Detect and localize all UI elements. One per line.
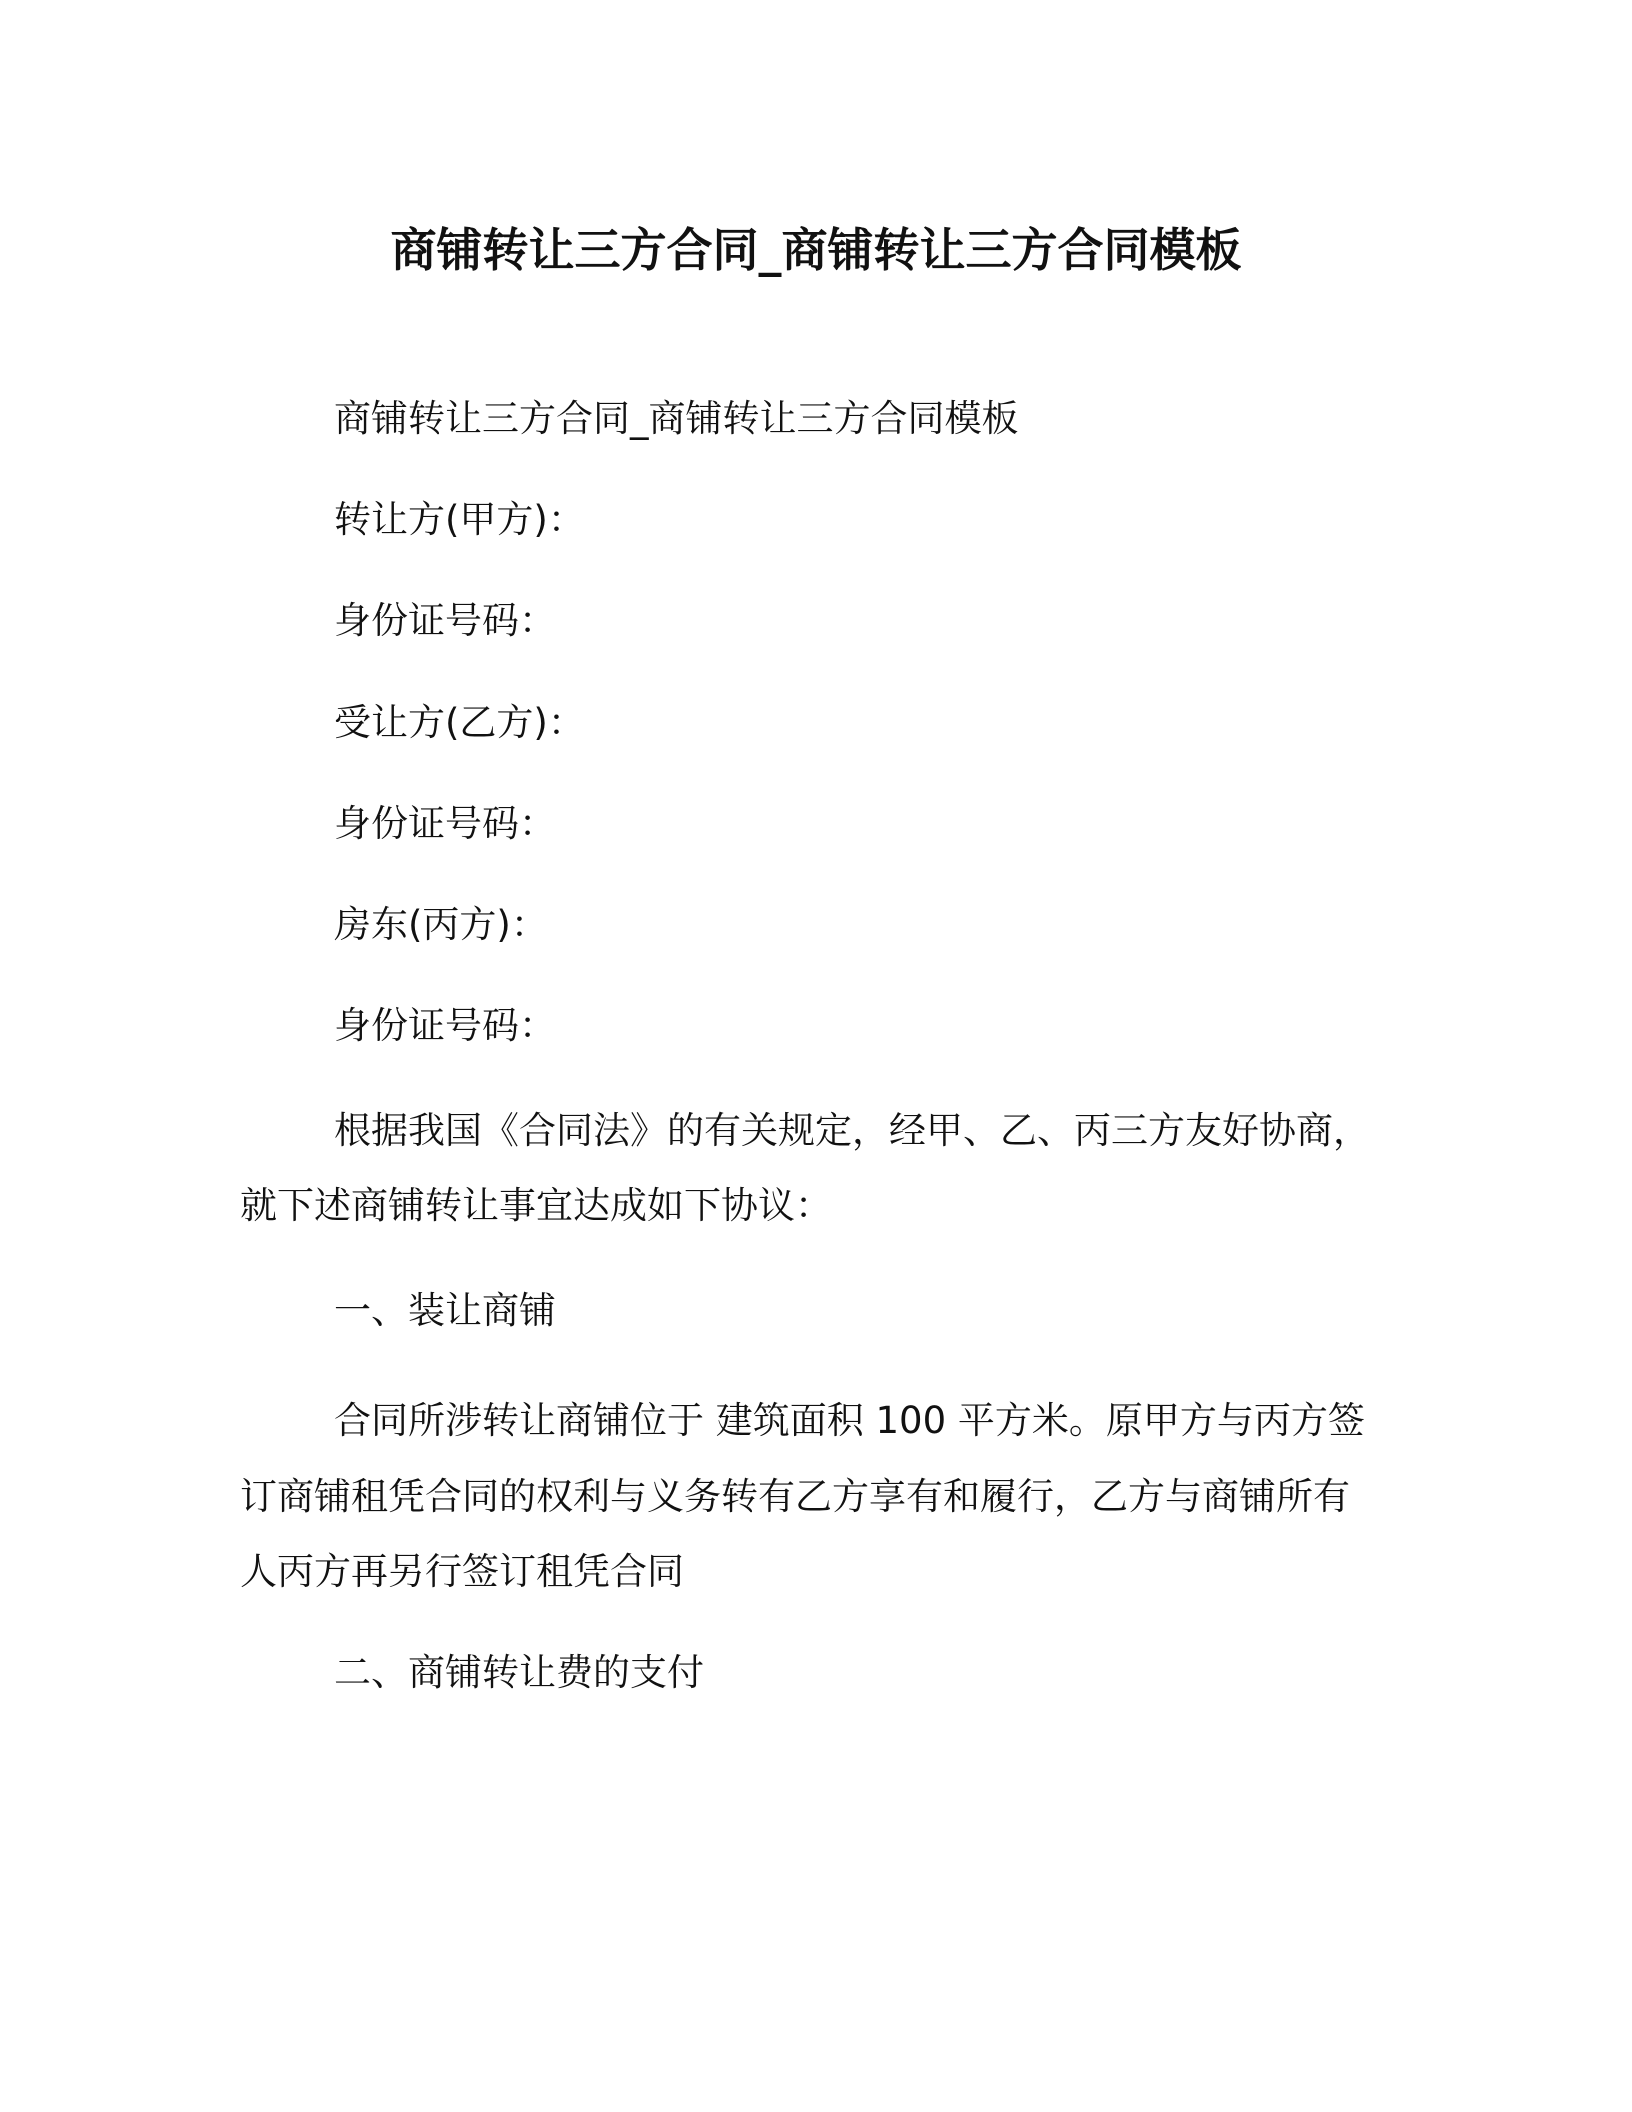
transferor-id-field: 身份证号码：	[334, 599, 556, 642]
transferee-field: 受让方(乙方)：	[334, 701, 585, 744]
section-1-line-3: 人丙方再另行签订租凭合同	[240, 1550, 684, 1593]
section-1-heading: 一、装让商铺	[334, 1289, 556, 1332]
landlord-field: 房东(丙方)：	[334, 903, 548, 946]
landlord-id-field: 身份证号码：	[334, 1004, 556, 1047]
transferee-id-field: 身份证号码：	[334, 802, 556, 845]
preamble-line-1: 根据我国《合同法》的有关规定，经甲、乙、丙三方友好协商，	[334, 1109, 1370, 1152]
section-2-heading: 二、商铺转让费的支付	[334, 1651, 704, 1694]
section-1-line-2: 订商铺租凭合同的权利与义务转有乙方享有和履行，乙方与商铺所有	[240, 1475, 1350, 1518]
transferor-field: 转让方(甲方)：	[334, 498, 585, 541]
document-title: 商铺转让三方合同_商铺转让三方合同模板	[390, 223, 1242, 277]
preamble-line-2: 就下述商铺转让事宜达成如下协议：	[240, 1184, 832, 1227]
section-1-line-1: 合同所涉转让商铺位于 建筑面积 100 平方米。原甲方与丙方签	[334, 1399, 1365, 1442]
document-subtitle: 商铺转让三方合同_商铺转让三方合同模板	[334, 397, 1019, 440]
